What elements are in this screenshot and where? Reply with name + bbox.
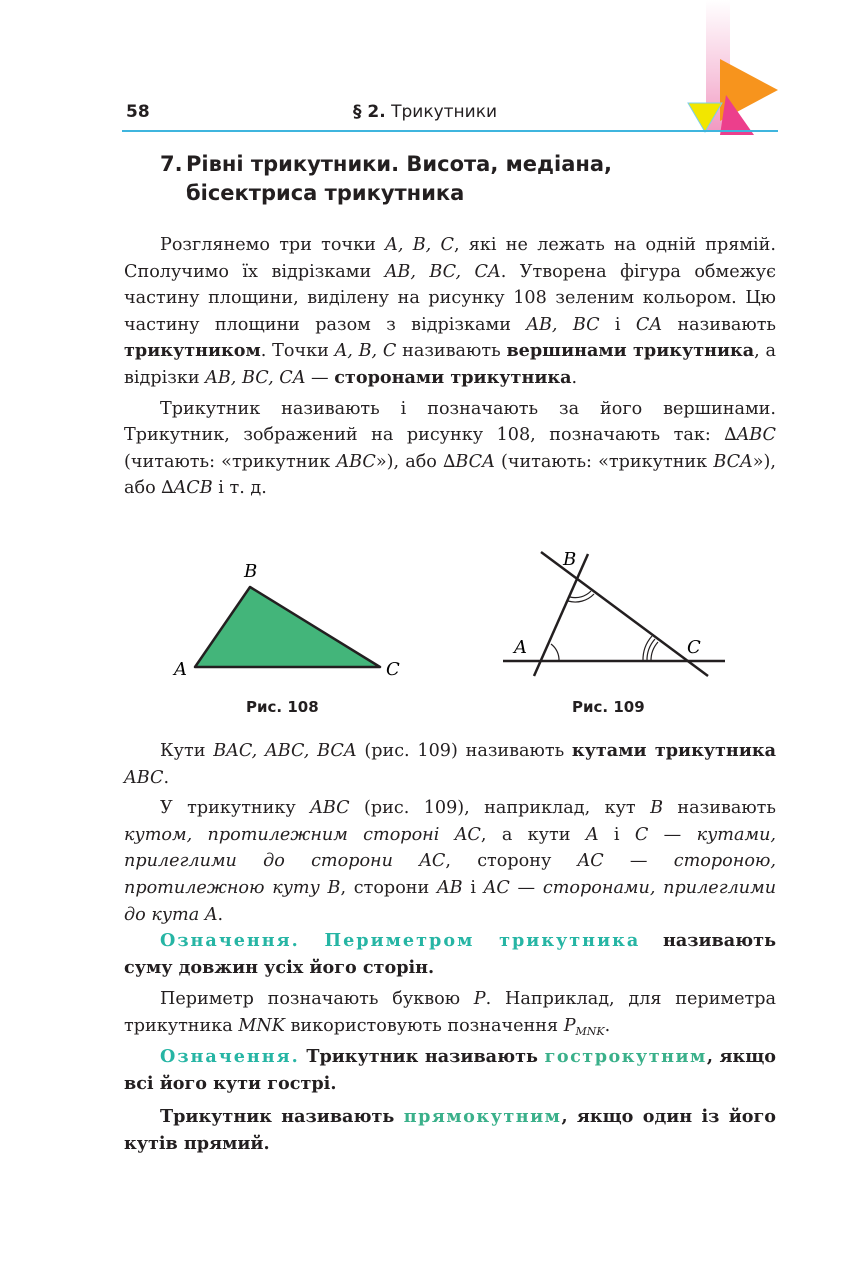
text-run: . bbox=[163, 767, 170, 788]
page-number: 58 bbox=[126, 102, 150, 122]
definition-acute bbox=[124, 1044, 776, 1097]
text-run: Трикутник називають і позначають за його вершинами. Трикутник, зображений на рисунку 108, позначають так: bbox=[124, 398, 776, 446]
right-triangle-text bbox=[124, 1104, 776, 1157]
paragraph-3 bbox=[124, 738, 776, 791]
angle-a-arc bbox=[551, 644, 559, 661]
text-run: (читають: «трикутник bbox=[124, 451, 337, 472]
title-line-2: бісектриса трикутника bbox=[186, 181, 465, 205]
text-run: (рис. 109) називають bbox=[356, 741, 572, 761]
perimeter-text bbox=[124, 986, 776, 1045]
fig109-label-c: C bbox=[687, 637, 701, 658]
text-run: ABC bbox=[310, 798, 350, 819]
text-run: A, B, C bbox=[334, 341, 397, 362]
definition-1 bbox=[124, 928, 776, 981]
text-run: , які не лежать на одній прямій. Сполучимо їх відрізками bbox=[124, 235, 776, 282]
text-run: AB, BC bbox=[526, 314, 600, 335]
text-run: кутом, протилежним стороні AC bbox=[124, 824, 481, 845]
text-run: називають bbox=[396, 341, 507, 362]
text-run: A bbox=[585, 824, 599, 845]
text-run: Розглянемо три точки bbox=[160, 235, 386, 255]
fig108-caption: Рис. 108 bbox=[246, 698, 319, 716]
text-run: і т. д. bbox=[212, 478, 267, 499]
text-run: У трикутнику bbox=[160, 798, 311, 819]
text-run: P bbox=[473, 989, 486, 1009]
title-number: 7. bbox=[160, 152, 183, 176]
text-run: . Точки bbox=[260, 341, 335, 362]
paragraph-6 bbox=[124, 1104, 776, 1157]
text-run: , сторону bbox=[445, 851, 578, 872]
text-run: »), або bbox=[375, 451, 444, 472]
text-run: ∆ACB bbox=[161, 478, 213, 499]
title-line-1: Рівні трикутники. Висота, медіана, bbox=[186, 152, 613, 176]
angle-c-arc-1 bbox=[651, 642, 658, 661]
triangles-decor-icon bbox=[680, 55, 784, 135]
text-run: стороною, протилежною куту B bbox=[124, 851, 776, 898]
text-run: вершинами трикутника bbox=[506, 340, 755, 362]
text-run: Кути bbox=[160, 741, 214, 761]
text-run: AB, BC, CA bbox=[205, 367, 306, 388]
text-run: BCA bbox=[713, 451, 753, 472]
text-run: ∆BCA bbox=[443, 451, 495, 472]
text-run: , якщо один із його кутів прямий. bbox=[124, 1106, 777, 1154]
text-run: прямокутним bbox=[403, 1106, 562, 1127]
text-run: — bbox=[603, 851, 674, 872]
text-run: , а відрізки bbox=[124, 341, 777, 388]
text-run: і bbox=[598, 824, 635, 845]
text-run: (читають: «трикутник bbox=[494, 451, 714, 472]
fig108-label-c: C bbox=[386, 659, 400, 680]
text-run: кутами, прилеглими до сторони AC bbox=[124, 824, 776, 872]
text-run: гострокутним bbox=[544, 1046, 707, 1067]
intro-text bbox=[124, 232, 776, 502]
page-title bbox=[160, 150, 612, 208]
text-run: . bbox=[571, 367, 578, 388]
text-run: . Утворена фігура обмежує частину площини, виділену на рисунку 108 зеленим кольором. Цю частину площини разом з відрізками bbox=[124, 261, 776, 335]
definition-perimeter bbox=[124, 928, 776, 981]
text-run: — bbox=[509, 877, 543, 898]
paragraph-1 bbox=[124, 232, 776, 392]
section-title: Трикутники bbox=[391, 102, 498, 122]
text-run: (рис. 109), наприклад, кут bbox=[349, 798, 651, 819]
text-run: Трикутник називають bbox=[299, 1046, 545, 1067]
text-run: ABC bbox=[124, 767, 164, 788]
text-run: Означення. Периметром трикутника bbox=[160, 930, 641, 951]
text-run: . bbox=[217, 904, 224, 925]
text-run: AC bbox=[577, 851, 604, 872]
definition-2 bbox=[124, 1044, 776, 1097]
text-run: BAC, ABC, BCA bbox=[213, 741, 357, 761]
text-run: трикутником bbox=[124, 340, 261, 362]
text-run: називають суму довжин усіх його сторін. bbox=[124, 930, 777, 978]
text-run: Периметр позначають буквою bbox=[160, 989, 474, 1009]
text-run: MNK bbox=[238, 1015, 285, 1036]
text-run: AB, BC, CA bbox=[384, 261, 501, 282]
paragraph-4 bbox=[124, 795, 776, 928]
text-run: кутами трикутника bbox=[571, 740, 776, 761]
text-run: і bbox=[599, 314, 636, 335]
text-run: використовують позначення bbox=[284, 1015, 564, 1036]
text-run: . bbox=[604, 1015, 611, 1036]
text-run: ∆ABC bbox=[724, 425, 776, 446]
fig109-caption: Рис. 109 bbox=[572, 698, 645, 716]
text-run: сторонами, прилеглими до кута A bbox=[124, 877, 777, 925]
text-run: називають bbox=[663, 798, 776, 819]
line-ab bbox=[534, 554, 588, 676]
text-run: »), або bbox=[124, 451, 776, 499]
line-bc bbox=[541, 552, 708, 676]
section-mark: § 2. bbox=[352, 102, 386, 122]
header-rule bbox=[122, 130, 778, 132]
text-run: Трикутник називають bbox=[160, 1106, 404, 1127]
text-run: AC bbox=[483, 877, 510, 898]
text-run: , якщо всі його кути гострі. bbox=[124, 1046, 776, 1094]
triangle-abc-shape bbox=[195, 587, 380, 667]
angles-text bbox=[124, 738, 776, 928]
text-run: — bbox=[648, 824, 697, 845]
text-run: . Наприклад, для периметра трикутника bbox=[124, 989, 777, 1036]
text-run: , сторони bbox=[340, 877, 437, 898]
text-run: сторонами трикутника bbox=[334, 366, 572, 388]
paragraph-2 bbox=[124, 396, 776, 502]
text-run: AB bbox=[436, 877, 463, 898]
fig109-label-b: B bbox=[563, 549, 577, 570]
fig108-label-b: B bbox=[244, 561, 258, 582]
fig109-label-a: A bbox=[514, 637, 527, 658]
angle-b-arc-2 bbox=[568, 594, 594, 602]
angle-b-arc-1 bbox=[570, 591, 591, 598]
figure-109 bbox=[495, 545, 735, 685]
text-run: CA bbox=[635, 314, 663, 335]
text-run: називають bbox=[662, 314, 777, 335]
text-run: A, B, C bbox=[385, 235, 454, 255]
text-run: і bbox=[462, 877, 484, 898]
fig108-label-a: A bbox=[174, 659, 187, 680]
text-run: Означення. bbox=[160, 1046, 300, 1067]
text-run: MNK bbox=[575, 1024, 605, 1038]
text-run: B bbox=[650, 798, 664, 819]
text-run: C bbox=[634, 824, 649, 845]
text-run: — bbox=[305, 367, 335, 388]
paragraph-5 bbox=[124, 986, 776, 1045]
figure-108 bbox=[160, 555, 420, 690]
running-head bbox=[0, 102, 850, 122]
text-run: , а кути bbox=[480, 824, 586, 845]
text-run: P bbox=[563, 1015, 576, 1036]
text-run: ABC bbox=[336, 451, 376, 472]
